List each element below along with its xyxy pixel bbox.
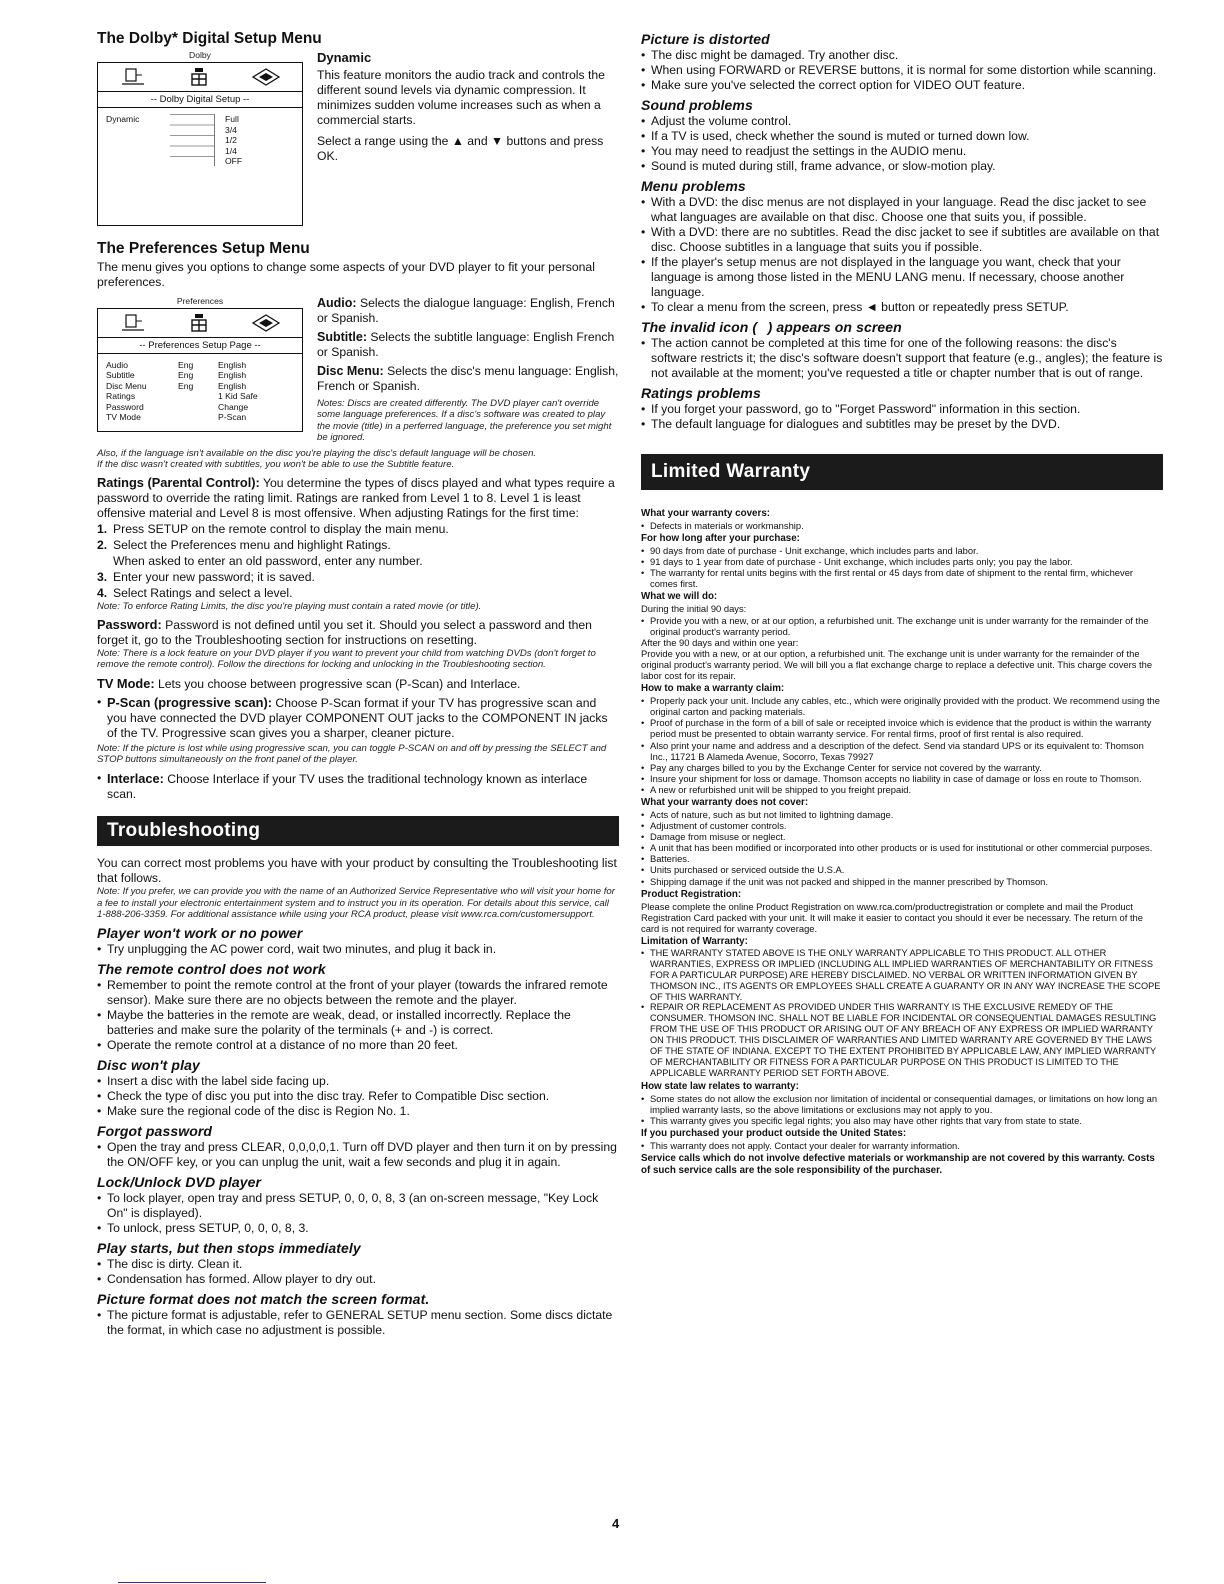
warranty-item: • Damage from misuse or neglect.: [641, 831, 1163, 842]
troubleshooting-sections: [97, 925, 619, 1338]
troubleshooting-list: [641, 48, 1163, 93]
step-number: 3.: [97, 570, 108, 585]
warranty-list: [641, 615, 1163, 637]
warranty-paragraph: Provide you with a new, or at our option, a refurbished unit. The exchange unit is under warranty for the remainder of the original product's warranty period. We will bill you a flat exchange charge to replace a defective unit. This charge covers the labor cost for its repair.: [641, 647, 1153, 682]
limited-warranty-banner: Limited Warranty: [641, 454, 1163, 490]
warranty-item: • Units purchased or serviced outside the U.S.A.: [641, 864, 1163, 875]
preferences-icon: [252, 68, 280, 86]
warranty-item: • Proof of purchase in the form of a bill of sale or receipted invoice which is evidence that the product is within the warranty period must be presented to obtain warranty service. For rental firms, proof of first rental is also required.: [641, 717, 1163, 739]
warranty-item: • Acts of nature, such as but not limited to lightning damage.: [641, 809, 1163, 820]
troubleshooting-item: • If you forget your password, go to "Forget Password" information in this section.: [641, 402, 1163, 417]
troubleshooting-banner: Troubleshooting: [97, 816, 619, 846]
preferences-menu-cell: [178, 412, 218, 423]
warranty-list: [641, 545, 1163, 589]
troubleshooting-list: [97, 1140, 619, 1170]
troubleshooting-subheading: Ratings problems: [641, 385, 761, 401]
troubleshooting-item: • The disc might be damaged. Try another disc.: [641, 48, 1163, 63]
language-note-also: Also, if the language isn't available on the disc you're playing the disc's default language will be chosen.: [97, 447, 537, 459]
warranty-heading: For how long after your purchase:: [641, 533, 800, 545]
troubleshooting-item: • If a TV is used, check whether the sound is muted or turned down low.: [641, 129, 1163, 144]
warranty-item: • Provide you with a new, or at our option, a refurbished unit. The exchange unit is under warranty for the remainder of the original product's warranty period.: [641, 615, 1163, 637]
troubleshooting-item: • Maybe the batteries in the remote are weak, dead, or installed incorrectly. Replace the batteries and make sure the polarity of the terminals (+ and -) is correct.: [97, 1008, 619, 1038]
preferences-menu-cell: English: [218, 380, 247, 391]
warranty-item: • Shipping damage if the unit was not packed and shipped in the manner prescribed by Thomson.: [641, 876, 1163, 887]
step-number: 4.: [97, 586, 108, 601]
warranty-list: [641, 695, 1163, 795]
warranty-heading: What your warranty covers:: [641, 508, 771, 519]
troubleshooting-item: • Try unplugging the AC power cord, wait two minutes, and plug it back in.: [97, 942, 619, 957]
troubleshooting-list: [641, 402, 1163, 432]
pscan-note: Note: If the picture is lost while using progressive scan, you can toggle P-SCAN on and off by pressing the SELECT and STOP buttons simultaneously on the front panel of the player.: [97, 742, 607, 766]
troubleshooting-item: • Operate the remote control at a distance of no more than 20 feet.: [97, 1038, 619, 1053]
preferences-menu-cell: Eng: [178, 370, 194, 381]
step-text: When asked to enter an old password, enter any number.: [113, 554, 423, 569]
subtitle-option: Subtitle: Selects the subtitle language: English French or Spanish.: [317, 329, 615, 359]
troubleshooting-intro: You can correct most problems you have with your product by consulting the Troubleshooting list that follows.: [97, 856, 617, 886]
footer-rule: [118, 1582, 266, 1583]
warranty-heading: Service calls which do not involve defective materials or workmanship are not covered by this warranty. Costs of such service calls are the sole responsibility of the purchaser.: [641, 1153, 1155, 1177]
dolby-audio-icon: [189, 313, 209, 333]
dynamic-level[interactable]: 1/2: [225, 135, 237, 145]
audio-option: Audio: Selects the dialogue language: English, French or Spanish.: [317, 295, 615, 325]
troubleshooting-item: • Remember to point the remote control at the front of your player (towards the infrared remote sensor). Make sure there are no objects between the remote and the player.: [97, 978, 619, 1008]
warranty-item: • A new or refurbished unit will be shipped to you freight prepaid.: [641, 784, 1163, 795]
preferences-menu-cell: Subtitle: [106, 370, 135, 381]
troubleshooting-subheading: The invalid icon (⃠) appears on screen: [641, 319, 902, 335]
preferences-menu-row[interactable]: [106, 370, 294, 381]
step-number: 1.: [97, 522, 108, 537]
troubleshooting-item: • The default language for dialogues and subtitles may be preset by the DVD.: [641, 417, 1163, 432]
preferences-menu-title: -- Preferences Setup Page --: [98, 337, 302, 354]
troubleshooting-item: • Sound is muted during still, frame advance, or slow-motion play.: [641, 159, 1163, 174]
dynamic-heading: Dynamic: [317, 50, 372, 65]
step-text: Select the Preferences menu and highlight Ratings.: [113, 538, 391, 553]
troubleshooting-item: • To clear a menu from the screen, press ◄ button or repeatedly press SETUP.: [641, 300, 1163, 315]
troubleshooting-list: [97, 942, 619, 957]
warranty-item: • Defects in materials or workmanship.: [641, 520, 1163, 531]
warranty-heading: If you purchased your product outside the United States:: [641, 1128, 907, 1140]
warranty-item: • Insure your shipment for loss or damage. Thomson accepts no liability in case of damage or loss en route to Thomson.: [641, 773, 1163, 784]
preferences-menu-cell: English: [218, 370, 247, 381]
preferences-menu-cell: [178, 391, 218, 402]
troubleshooting-item: • Make sure the regional code of the disc is Region No. 1.: [97, 1104, 619, 1119]
ratings-step: [97, 553, 619, 569]
tv-mode-paragraph: TV Mode: Lets you choose between progressive scan (P-Scan) and Interlace.: [97, 675, 521, 691]
step-text: Select Ratings and select a level.: [113, 586, 293, 601]
warranty-item: • Pay any charges billed to you by the Exchange Center for service not covered by the warranty.: [641, 762, 1163, 773]
troubleshooting-subheading: The remote control does not work: [97, 960, 326, 977]
troubleshooting-item: • The picture format is adjustable, refer to GENERAL SETUP menu section. Some discs dictate the format, in which case no adjustment is possible.: [97, 1308, 619, 1338]
preferences-icon: [252, 314, 280, 332]
warranty-limitation-item: • REPAIR OR REPLACEMENT AS PROVIDED UNDER THIS WARRANTY IS THE EXCLUSIVE REMEDY OF THE CONSUMER. THOMSON INC. SHALL NOT BE LIABLE FOR INCIDENTAL OR CONSEQUENTIAL DAMAGES RESULTING FROM THE USE OF THIS PRODUCT OR ARISING OUT OF ANY BREACH OF ANY EXPRESS OR IMPLIED WARRANTY ON THIS PRODUCT. THIS DISCLAIMER OF WARRANTIES AND LIMITED WARRANTY ARE GOVERNED BY THE LAWS OF THE STATE OF INDIANA. EXCEPT TO THE EXTENT PROHIBITED BY APPLICABLE LAW, ANY IMPLIED WARRANTY OF MERCHANTABILITY OR FITNESS FOR A PARTICULAR PURPOSE ON THIS PRODUCT IS LIMITED TO THE APPLICABLE WARRANTY PERIOD SET FORTH ABOVE.: [641, 1002, 1163, 1078]
troubleshooting-subheading: Menu problems: [641, 178, 746, 194]
warranty-item: • Also print your name and address and a description of the defect. Send via standard UPS or its equivalent to: Thomson Inc., 11721 B Alameda Avenue, Socorro, Texas 79927: [641, 740, 1163, 762]
preferences-menu-cell: Eng: [178, 380, 194, 391]
troubleshooting-item: • Insert a disc with the label side facing up.: [97, 1074, 619, 1089]
troubleshooting-item: • Check the type of disc you put into the disc tray. Refer to Compatible Disc section.: [97, 1089, 619, 1104]
troubleshooting-subheading: Forgot password: [97, 1122, 213, 1139]
troubleshooting-item: • Open the tray and press CLEAR, 0,0,0,0,1. Turn off DVD player and then turn it on by pressing the ON/OFF key, or you can unplug the unit, wait a few seconds and plug it in again.: [97, 1140, 619, 1170]
preferences-menu-cell: P-Scan: [218, 412, 247, 423]
troubleshooting-list: [641, 195, 1163, 315]
preferences-menu-row[interactable]: [106, 391, 294, 402]
warranty-item: • Properly pack your unit. Include any cables, etc., which were originally provided with the product. We recommend using the original carton and packing materials.: [641, 695, 1163, 717]
warranty-paragraph: Please complete the online Product Registration on www.rca.com/productregistration or complete and mail the Product Registration Card packed with your unit. It will make it easier to contact you should it ever be necessary. The return of the card is not required for warranty coverage.: [641, 900, 1143, 934]
warranty-heading: Limitation of Warranty:: [641, 935, 748, 947]
warranty-heading: How state law relates to warranty:: [641, 1080, 799, 1092]
password-paragraph: Password: Password is not defined until you set it. Should you select a password and then forget it, go to the Troubleshooting section for instructions on resetting.: [97, 616, 592, 647]
troubleshooting-item: • When using FORWARD or REVERSE buttons, it is normal for some distortion while scanning.: [641, 63, 1163, 78]
dynamic-description: This feature monitors the audio track and controls the different sound levels via dynamic compression. It minimizes sudden volume increases such as when a commercial starts.: [317, 68, 605, 127]
password-note: Note: There is a lock feature on your DVD player if you want to prevent your child from watching DVDs (don't forget to remove the remote control). Follow the directions for locking and unlocking in the Troubleshooting section.: [97, 647, 596, 671]
warranty-item: • This warranty gives you specific legal rights; you also may have other rights that vary from state to state.: [641, 1115, 1163, 1126]
troubleshooting-subheading: Player won't work or no power: [97, 924, 303, 941]
warranty-paragraph: After the 90 days and within one year:: [641, 636, 799, 648]
warranty-item: • This warranty does not apply. Contact your dealer for warranty information.: [641, 1140, 1163, 1151]
dynamic-level[interactable]: 1/4: [225, 145, 237, 156]
step-text: Press SETUP on the remote control to display the main menu.: [113, 522, 449, 537]
warranty-item: • The warranty for rental units begins with the first rental or 45 days from date of shipment to the rental firm, whichever comes first.: [641, 567, 1163, 589]
warranty-paragraph: During the initial 90 days:: [641, 603, 747, 615]
ratings-step: [97, 569, 619, 585]
preferences-menu-row[interactable]: [106, 360, 294, 371]
preferences-section: [97, 296, 619, 444]
preferences-menu-illustration: [97, 296, 303, 444]
dynamic-label: Dynamic: [106, 114, 140, 124]
dynamic-level[interactable]: OFF: [225, 156, 243, 166]
left-column: [97, 30, 619, 1338]
warranty-item: • A unit that has been modified or incorporated into other products or is used for institutional or other commercial purposes.: [641, 842, 1163, 853]
troubleshooting-item: • The disc is dirty. Clean it.: [97, 1257, 619, 1272]
troubleshooting-item: • To lock player, open tray and press SETUP, 0, 0, 0, 8, 3 (an on-screen message, "Key Lock On" is displayed).: [97, 1191, 619, 1221]
subtitle-note: If the disc wasn't created with subtitles, you won't be able to use the Subtitle feature.: [97, 459, 455, 471]
troubleshooting-subheading: Picture is distorted: [641, 31, 770, 47]
warranty-item: • 91 days to 1 year from date of purchase - Unit exchange, which includes parts only; you pay the labor.: [641, 556, 1163, 567]
disc-menu-option: Disc Menu: Selects the disc's menu language: English, French or Spanish.: [317, 363, 619, 393]
ratings-paragraph: Ratings (Parental Control): You determine the types of discs played and what types require a password to override the rating limit. Ratings are ranked from Level 1 to 8. Level 1 is least offensive material and Level 8 is most offensive. When adjusting Ratings for the first time:: [97, 475, 615, 521]
preferences-heading: The Preferences Setup Menu: [97, 239, 310, 257]
preferences-menu-row[interactable]: [106, 381, 294, 392]
page-number: 4: [612, 1516, 620, 1531]
troubleshooting-item: • The action cannot be completed at this time for one of the following reasons: the disc's software restricts it; the disc's software doesn't support that feature (e.g., angles); the feature is not available at the moment; you've requested a title or chapter number that is out of range.: [641, 336, 1163, 381]
troubleshooting-subheading: Sound problems: [641, 97, 753, 113]
troubleshooting-item: • With a DVD: there are no subtitles. Read the disc jacket to see if subtitles are available on that disc. Choose subtitles in a language that suits you if possible.: [641, 225, 1163, 255]
pscan-item: • P-Scan (progressive scan): Choose P-Scan format if your TV has progressive scan and you have connected the DVD player COMPONENT OUT jacks to the COMPONENT IN jacks of the TV. Progressive scan gives you a sharper, cleaner picture.: [97, 695, 619, 741]
troubleshooting-item: • If the player's setup menus are not displayed in the language you want, check that your language is among those listed in the MENU LANG menu. If necessary, choose another language.: [641, 255, 1163, 300]
dolby-heading: The Dolby* Digital Setup Menu: [97, 30, 322, 47]
language-notes: Notes: Discs are created differently. The DVD player can't override some language preferences. If a disc's software was created to play the movie (title) in a perferred language, the preference you set might be ignored.: [317, 397, 612, 444]
ratings-step: [97, 521, 619, 537]
warranty-list: [641, 520, 1163, 531]
dynamic-instruction: Select a range using the ▲ and ▼ buttons and press OK.: [317, 134, 604, 163]
troubleshooting-sections-continued: [641, 31, 1163, 432]
troubleshooting-list: [97, 1074, 619, 1119]
warranty-heading: Product Registration:: [641, 888, 742, 900]
warranty-item: • Batteries.: [641, 853, 1163, 864]
troubleshooting-item: • To unlock, press SETUP, 0, 0, 0, 8, 3.: [97, 1221, 619, 1236]
troubleshooting-list: [641, 114, 1163, 174]
warranty-heading: What your warranty does not cover:: [641, 796, 809, 808]
troubleshooting-subheading: Lock/Unlock DVD player: [97, 1173, 262, 1190]
preferences-menu-cell: [178, 402, 218, 413]
preferences-menu-cell: Disc Menu: [106, 380, 147, 391]
general-setup-icon: [120, 314, 146, 332]
step-number: 2.: [97, 538, 108, 553]
troubleshooting-list: [97, 978, 619, 1053]
warranty-item: • Adjustment of customer controls.: [641, 820, 1163, 831]
troubleshooting-item: • You may need to readjust the settings in the AUDIO menu.: [641, 144, 1163, 159]
warranty-heading: What we will do:: [641, 591, 718, 603]
ratings-note: Note: To enforce Rating Limits, the disc you're playing must contain a rated movie (or title).: [97, 601, 482, 613]
warranty-limitation-item: • THE WARRANTY STATED ABOVE IS THE ONLY WARRANTY APPLICABLE TO THIS PRODUCT. ALL OTHER WARRANTIES, EXPRESS OR IMPLIED (INCLUDING ALL IMPLIED WARRANTIES OF MERCHANTABILITY OR FITNESS FOR A PARTICULAR PURPOSE) ARE HEREBY DISCLAIMED. NO VERBAL OR WRITTEN INFORMATION GIVEN BY THOMSON INC., ITS AGENTS OR EMPLOYEES SHALL CREATE A GUARANTY OR IN ANY WAY INCREASE THE SCOPE OF THIS WARRANTY.: [641, 948, 1163, 1003]
warranty-limitation-list: [641, 948, 1163, 1079]
preferences-menu-cell: English: [218, 359, 247, 370]
warranty-item: • Some states do not allow the exclusion nor limitation of incidental or consequential damages, or limitations on how long an implied warranty lasts, so the above limitations or exclusions may not apply to you.: [641, 1093, 1163, 1115]
troubleshooting-subheading: Picture format does not match the screen format.: [97, 1290, 430, 1307]
preferences-menu-cell: Ratings: [106, 391, 136, 402]
preferences-menu-cell: Password: [106, 401, 144, 412]
ratings-steps: [97, 521, 619, 601]
troubleshooting-list: [641, 336, 1163, 381]
dolby-section: [97, 50, 619, 226]
dolby-menu-illustration: [97, 50, 303, 226]
troubleshooting-list: [97, 1308, 619, 1338]
preferences-menu-row[interactable]: [106, 402, 294, 413]
dolby-menu-title: -- Dolby Digital Setup --: [98, 91, 302, 108]
warranty-text: [641, 508, 1163, 1177]
troubleshooting-item: • With a DVD: the disc menus are not displayed in your language. Read the disc jacket to see what languages are available on that disc. Choose one that suits you, if possible.: [641, 195, 1163, 225]
preferences-menu-cell: Change: [218, 401, 249, 412]
ratings-step: [97, 585, 619, 601]
dynamic-level[interactable]: Full: [225, 114, 239, 124]
warranty-list: [641, 1140, 1163, 1151]
interlace-item: • Interlace: Choose Interlace if your TV uses the traditional technology known as interlace scan.: [97, 771, 619, 802]
dynamic-slider[interactable]: [170, 114, 215, 166]
preferences-menu-cell: Audio: [106, 359, 128, 370]
preferences-menu-rows: [98, 354, 302, 432]
preferences-menu-caption: Preferences: [176, 295, 224, 306]
troubleshooting-list: [97, 1257, 619, 1287]
general-setup-icon: [120, 68, 146, 86]
preferences-intro: The menu gives you options to change some aspects of your DVD player to fit your personal preferences.: [97, 259, 595, 289]
preferences-menu-row[interactable]: [106, 412, 294, 423]
right-column: [641, 30, 1163, 1177]
warranty-item: • 90 days from date of purchase - Unit exchange, which includes parts and labor.: [641, 545, 1163, 556]
troubleshooting-subheading: Play starts, but then stops immediately: [97, 1239, 361, 1256]
dynamic-level[interactable]: 3/4: [225, 124, 237, 135]
warranty-heading: How to make a warranty claim:: [641, 683, 785, 695]
dolby-menu-caption: Dolby: [189, 50, 211, 60]
preferences-menu-cell: Eng: [178, 359, 194, 370]
troubleshooting-list: [97, 1191, 619, 1236]
preferences-menu-cell: 1 Kid Safe: [218, 391, 258, 402]
warranty-list: [641, 1093, 1163, 1126]
warranty-list: [641, 809, 1163, 887]
dolby-audio-icon: [189, 67, 209, 87]
troubleshooting-item: • Condensation has formed. Allow player to dry out.: [97, 1272, 619, 1287]
troubleshooting-item: • Adjust the volume control.: [641, 114, 1163, 129]
troubleshooting-note: Note: If you prefer, we can provide you with the name of an Authorized Service Representative who will visit your home for a fee to install your electronic entertainment system and to instruct you in its operation. For details about this service, call 1-888-206-3359. For additional assistance while using your RCA product, please visit www.rca.com/customersupport.: [97, 886, 615, 921]
troubleshooting-item: • Make sure you've selected the correct option for VIDEO OUT feature.: [641, 78, 1163, 93]
preferences-menu-cell: TV Mode: [106, 412, 141, 423]
step-text: Enter your new password; it is saved.: [113, 570, 315, 585]
troubleshooting-subheading: Disc won't play: [97, 1056, 200, 1073]
ratings-step: [97, 537, 619, 553]
